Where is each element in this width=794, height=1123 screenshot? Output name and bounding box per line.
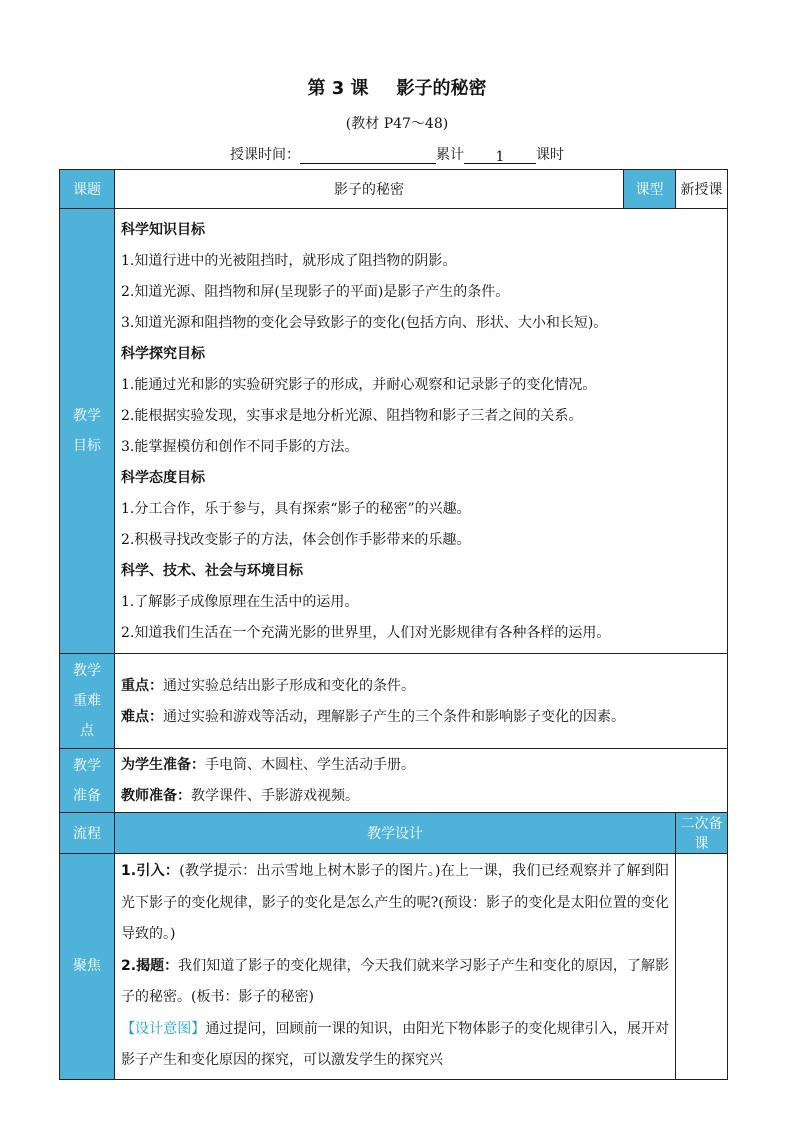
lesson-title: 影子的秘密: [396, 78, 487, 99]
intro-text: (教学提示：出示雪地上树木影子的图片。)在上一课，我们已经观察并了解到阳光下影子的变化规律，影子的变化是怎么产生的呢?(预设：影子的变化是太阳位置的变化导致的。): [121, 863, 670, 942]
list-item: 1.知道行进中的光被阻挡时，就形成了阻挡物的阴影。: [121, 253, 457, 269]
difficulty-point: 难点：通过实验和游戏等活动，理解影子产生的三个条件和影响影子变化的因素。: [121, 709, 625, 725]
goals-label: 教学 目标: [60, 209, 115, 654]
prep-content: [115, 749, 728, 813]
intro-label: 1.引入：: [121, 863, 180, 879]
revision-cell[interactable]: [676, 854, 728, 1080]
lesson-plan-table: [59, 169, 728, 1080]
revision-header: 二次备课: [676, 813, 728, 854]
process-header: 流程: [60, 813, 115, 854]
topic-value: 影子的秘密: [115, 170, 624, 209]
topic-reveal-label: 2.揭题：: [121, 957, 179, 974]
list-item: 2.积极寻找改变影子的方法，体会创作手影带来的乐趣。: [121, 532, 471, 548]
list-item: 1.能通过光和影的实验研究影子的形成，并耐心观察和记录影子的变化情况。: [121, 377, 597, 393]
topic-reveal-text: 我们知道了影子的变化规律，今天我们就来学习影子产生和变化的原因，了解影子的秘密。(板书：影子的秘密): [121, 957, 670, 1005]
time-blank[interactable]: [300, 149, 436, 164]
focus-stage-content: [115, 854, 676, 1080]
teacher-prep: 教师准备：教学课件、手影游戏视频。: [121, 787, 359, 804]
sts-goals-title: 科学、技术、社会与环境目标: [121, 563, 303, 579]
textbook-pages: (教材 P47～48): [345, 116, 449, 132]
design-intent-text: 通过提问，回顾前一课的知识，由阳光下物体影子的变化规律引入，展开对影子产生和变化原因的探究，可以激发学生的探究兴: [121, 1020, 670, 1068]
focus-stage-label: 聚焦: [60, 854, 115, 1080]
inquiry-goals-title: 科学探究目标: [121, 346, 205, 362]
type-value: 新授课: [676, 170, 728, 209]
unit-label: 课时: [536, 147, 564, 163]
list-item: 2.能根据实验发现，实事求是地分析光源、阻挡物和影子三者之间的关系。: [121, 408, 583, 424]
list-item: 3.能掌握模仿和创作不同手影的方法。: [121, 439, 359, 455]
total-label: 累计: [436, 147, 464, 163]
design-header: 教学设计: [115, 813, 676, 854]
focus-label: 教学 重难 点: [60, 654, 115, 749]
attitude-goals-title: 科学态度目标: [121, 470, 205, 486]
knowledge-goals-title: 科学知识目标: [121, 222, 205, 238]
design-intent-label: 【设计意图】: [121, 1020, 206, 1037]
student-prep: 为学生准备：手电筒、木圆柱、学生活动手册。: [121, 756, 415, 773]
list-item: 3.知道光源和阻挡物的变化会导致影子的变化(包括方向、形状、大小和长短)。: [121, 315, 608, 331]
topic-label: 课题: [60, 170, 115, 209]
total-value[interactable]: 1: [464, 149, 536, 164]
lesson-number: 第 3 课: [307, 78, 369, 99]
list-item: 2.知道我们生活在一个充满光影的世界里，人们对光影规律有各种各样的运用。: [121, 625, 611, 641]
list-item: 1.了解影子成像原理在生活中的运用。: [121, 594, 359, 610]
page-title: [0, 74, 794, 100]
key-point: 重点：通过实验总结出影子形成和变化的条件。: [121, 678, 415, 694]
time-label: 授课时间：: [230, 147, 300, 163]
type-label: 课型: [624, 170, 676, 209]
list-item: 1.分工合作，乐于参与，具有探索“影子的秘密”的兴趣。: [121, 501, 471, 517]
list-item: 2.知道光源、阻挡物和屏(呈现影子的平面)是影子产生的条件。: [121, 284, 510, 300]
focus-content: [115, 654, 728, 749]
goals-content: [115, 209, 728, 654]
schedule-line: [0, 144, 794, 164]
prep-label: 教学 准备: [60, 749, 115, 813]
